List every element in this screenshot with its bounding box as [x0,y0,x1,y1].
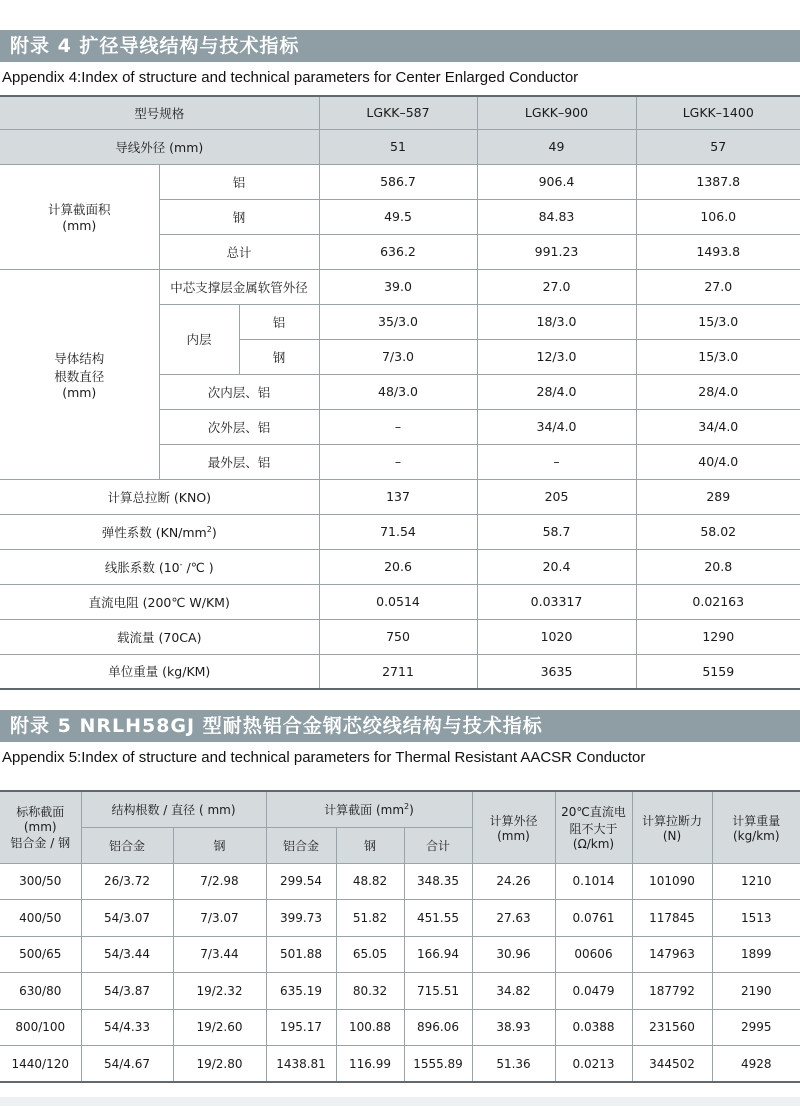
cell: 12/3.0 [477,339,636,374]
cell: 20.8 [636,549,800,584]
table-row [0,900,800,937]
subheader: 钢 [173,827,266,863]
cell: 344502 [632,1046,712,1083]
table-row [0,164,800,199]
header-structure: 结构根数 / 直径 ( mm) [81,791,266,827]
cell: 231560 [632,1009,712,1046]
cell: 35/3.0 [319,304,477,339]
cell: 501.88 [266,936,336,973]
header-model-label: 型号规格 [0,96,319,129]
table-row [0,619,800,654]
row-label: 铝 [159,164,319,199]
appendix5-table [0,790,800,1083]
label-suffix: ) [211,524,217,540]
structure-label-line1: 导体结构 [54,350,105,366]
table-row [0,791,800,827]
cell: 5159 [636,654,800,689]
cell: 1440/120 [0,1046,81,1083]
cell: 348.35 [404,863,472,900]
area-group-label [0,164,159,269]
header-resist-l2: 阻不大于 [569,822,618,837]
cell: 451.55 [404,900,472,937]
cell: 299.54 [266,863,336,900]
cell: 15/3.0 [636,339,800,374]
cell: 57 [636,129,800,164]
model-name: LGKK–587 [319,96,477,129]
cell: 715.51 [404,973,472,1010]
cell: 1555.89 [404,1046,472,1083]
header-resist [555,791,632,863]
cell: 28/4.0 [636,374,800,409]
cell: 34/4.0 [477,409,636,444]
cell: 906.4 [477,164,636,199]
header-tensile-l1: 计算拉断力 [641,813,702,828]
table-row [0,479,800,514]
header-outer-l2: (mm) [497,828,530,843]
cell: 1290 [636,619,800,654]
appendix4-title-bar [0,30,800,62]
cell: 7/3.44 [173,936,266,973]
cell: 20.6 [319,549,477,584]
cell: 26/3.72 [81,863,173,900]
cell: 636.2 [319,234,477,269]
cell: 51.82 [336,900,404,937]
cell: 1020 [477,619,636,654]
cell: 0.0388 [555,1009,632,1046]
cell: 54/3.87 [81,973,173,1010]
cell: 27.0 [477,269,636,304]
cell: 0.0514 [319,584,477,619]
header-nominal [0,791,81,863]
cell: 116.99 [336,1046,404,1083]
cell: 4928 [712,1046,800,1083]
subheader: 合计 [404,827,472,863]
table-row [0,973,800,1010]
cell: 1387.8 [636,164,800,199]
cell: 7/3.0 [319,339,477,374]
cell: 289 [636,479,800,514]
row-label: 次内层、铝 [159,374,319,409]
cell: 630/80 [0,973,81,1010]
header-calc-area-text: 计算截面 (mm [324,802,405,817]
inner-layer-label: 内层 [159,304,239,374]
cell: 0.1014 [555,863,632,900]
structure-label-line3: (mm) [62,384,97,400]
cell: 54/3.44 [81,936,173,973]
appendix5-title-bar [0,710,800,742]
cell: 24.26 [472,863,555,900]
header-weight [712,791,800,863]
cell: – [319,409,477,444]
cell: 18/3.0 [477,304,636,339]
header-resist-l3: (Ω/km) [572,837,615,852]
cell: 27.0 [636,269,800,304]
cell: 34/4.0 [636,409,800,444]
area-label-line1: 计算截面积 [47,202,111,217]
table-row [0,863,800,900]
cell: 2190 [712,973,800,1010]
cell: 19/2.80 [173,1046,266,1083]
header-nominal-l3: 铝合金 / 钢 [10,836,71,851]
cell: 106.0 [636,199,800,234]
header-calc-area [266,791,472,827]
cell: 51 [319,129,477,164]
appendix4-title: 附录 4 扩径导线结构与技术指标 [10,35,300,57]
cell: 2995 [712,1009,800,1046]
cell: 40/4.0 [636,444,800,479]
label-suffix: /℃ ) [182,559,214,575]
cell: 19/2.60 [173,1009,266,1046]
header-tensile [632,791,712,863]
row-label: 载流量 (70CA) [0,619,319,654]
header-nominal-l1: 标称截面 [16,805,65,820]
cell: 100.88 [336,1009,404,1046]
row-label: 钢 [159,199,319,234]
model-name: LGKK–1400 [636,96,800,129]
cell: 991.23 [477,234,636,269]
cell: 0.03317 [477,584,636,619]
cell: 34.82 [472,973,555,1010]
cell: 896.06 [404,1009,472,1046]
table-row [0,129,800,164]
header-weight-l1: 计算重量 [732,813,781,828]
cell: 48/3.0 [319,374,477,409]
header-nominal-l2: (mm) [23,820,57,835]
cell: 49.5 [319,199,477,234]
appendix5-body [0,863,800,1082]
row-label: 直流电阻 (200℃ W/KM) [0,584,319,619]
cell: 101090 [632,863,712,900]
table-row [0,1046,800,1083]
row-label [0,549,319,584]
structure-group-label [0,269,159,479]
cell: 20.4 [477,549,636,584]
row-label: 钢 [239,339,319,374]
structure-label-line2: 根数直径 [54,368,105,384]
table-row [0,584,800,619]
subheader: 铝合金 [266,827,336,863]
cell: 3635 [477,654,636,689]
cell: 15/3.0 [636,304,800,339]
cell: 19/2.32 [173,973,266,1010]
label-sup: 2 [206,524,212,534]
header-calc-area-sup: 2 [404,801,410,811]
cell: 49 [477,129,636,164]
cell: 166.94 [404,936,472,973]
table-row [0,96,800,129]
table-row [0,936,800,973]
cell: 30.96 [472,936,555,973]
cell: 1899 [712,936,800,973]
subheader: 铝合金 [81,827,173,863]
appendix5-title: 附录 5 NRLH58GJ 型耐热铝合金钢芯绞线结构与技术指标 [10,715,543,737]
cell: 65.05 [336,936,404,973]
header-outer-l1: 计算外径 [489,813,538,828]
cell: 54/4.67 [81,1046,173,1083]
cell: 39.0 [319,269,477,304]
cell: 7/2.98 [173,863,266,900]
row-label: 计算总拉断 (KNO) [0,479,319,514]
subheader: 钢 [336,827,404,863]
bottom-strip [0,1097,800,1106]
table-row [0,1009,800,1046]
cell: 147963 [632,936,712,973]
label-text: 弹性系数 (KN/mm [101,524,207,540]
appendix5-subtitle: Appendix 5:Index of structure and technical parameters for Thermal Resistant AACSR Conductor [2,749,646,766]
table-row [0,654,800,689]
row-label: 单位重量 (kg/KM) [0,654,319,689]
model-name: LGKK–900 [477,96,636,129]
cell: 187792 [632,973,712,1010]
cell: 500/65 [0,936,81,973]
cell: 1493.8 [636,234,800,269]
cell: 586.7 [319,164,477,199]
row-label: 铝 [239,304,319,339]
table-row [0,549,800,584]
cell: 84.83 [477,199,636,234]
cell: – [477,444,636,479]
row-label: 导线外径 (mm) [0,129,319,164]
cell: 1438.81 [266,1046,336,1083]
cell: 7/3.07 [173,900,266,937]
cell: 38.93 [472,1009,555,1046]
header-tensile-l2: (N) [662,828,682,843]
cell: 58.7 [477,514,636,549]
row-label: 总计 [159,234,319,269]
cell: 300/50 [0,863,81,900]
header-calc-area-suffix: ) [409,802,414,817]
cell: 51.36 [472,1046,555,1083]
cell: 0.0479 [555,973,632,1010]
appendix4-subtitle: Appendix 4:Index of structure and technical parameters for Center Enlarged Conductor [2,69,579,86]
cell: 400/50 [0,900,81,937]
cell: 48.82 [336,863,404,900]
table-row [0,269,800,304]
label-sup: - [179,559,183,569]
cell: 399.73 [266,900,336,937]
appendix4-table [0,95,800,690]
row-label: 最外层、铝 [159,444,319,479]
cell: 54/4.33 [81,1009,173,1046]
cell: 0.0761 [555,900,632,937]
cell: – [319,444,477,479]
row-label [0,514,319,549]
cell: 800/100 [0,1009,81,1046]
cell: 54/3.07 [81,900,173,937]
header-weight-l2: (kg/km) [732,828,780,843]
cell: 27.63 [472,900,555,937]
cell: 1210 [712,863,800,900]
cell: 0.02163 [636,584,800,619]
cell: 0.0213 [555,1046,632,1083]
cell: 195.17 [266,1009,336,1046]
table-row [0,514,800,549]
cell: 00606 [555,936,632,973]
area-label-line2: (mm) [62,218,97,233]
row-label: 中芯支撑层金属软管外径 [159,269,319,304]
label-text: 线胀系数 (10 [104,559,180,575]
header-outer [472,791,555,863]
row-label: 次外层、铝 [159,409,319,444]
cell: 205 [477,479,636,514]
cell: 137 [319,479,477,514]
cell: 750 [319,619,477,654]
cell: 58.02 [636,514,800,549]
cell: 71.54 [319,514,477,549]
cell: 80.32 [336,973,404,1010]
cell: 2711 [319,654,477,689]
cell: 1513 [712,900,800,937]
cell: 117845 [632,900,712,937]
cell: 28/4.0 [477,374,636,409]
header-resist-l1: 20℃直流电 [561,805,626,820]
cell: 635.19 [266,973,336,1010]
